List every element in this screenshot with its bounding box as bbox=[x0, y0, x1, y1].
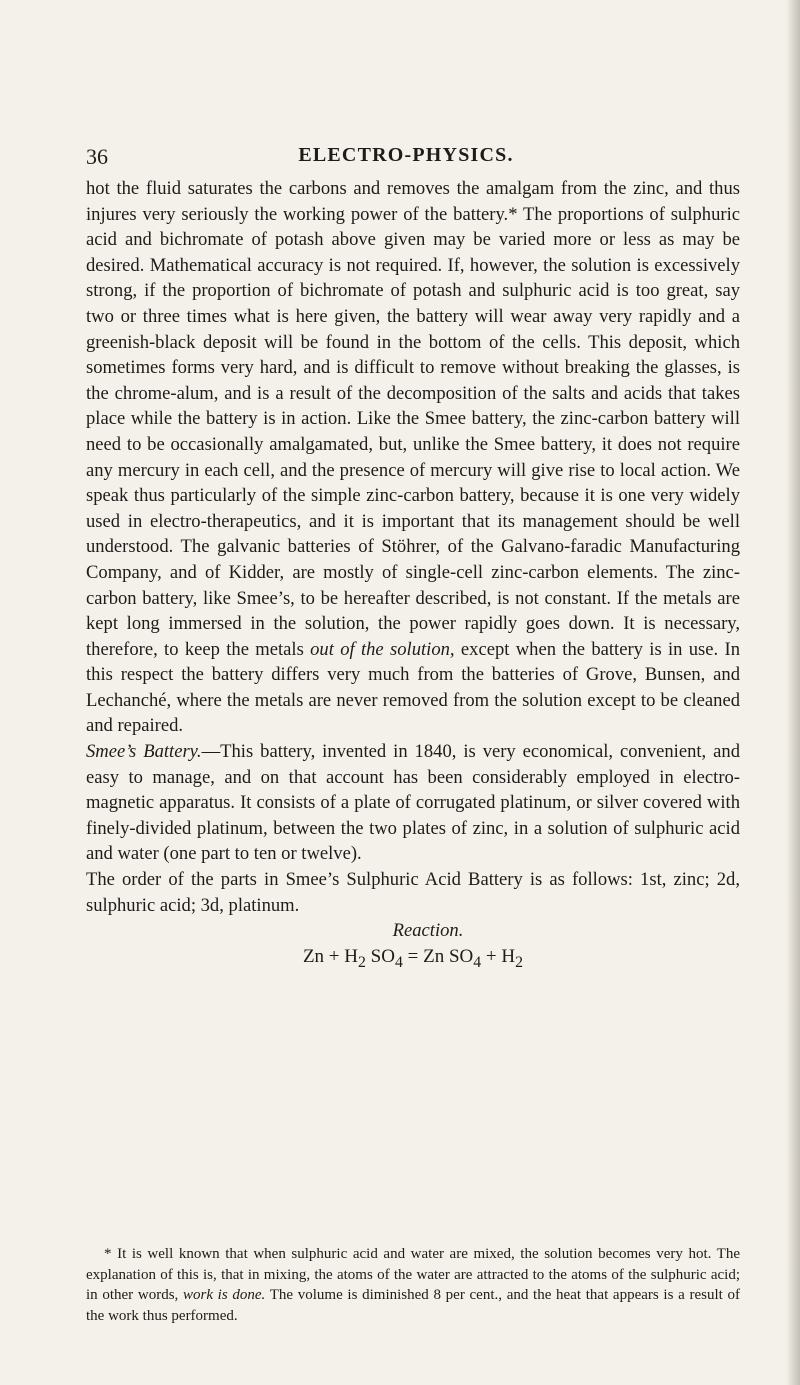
running-head: ELECTRO-PHYSICS. bbox=[298, 144, 514, 166]
paragraph-text: —This battery, invented in 1840, is very economical, convenient, and easy to manage, and on that account has been considerably employed in electro-magnetic apparatus. It consists of a plate of corrugated platinum, or silver covered with finely-divided platinum, between the two plates of zinc, in a solution of sulphuric acid and water (one part to ten or twelve). bbox=[86, 741, 740, 865]
paragraph-text: hot the fluid saturates the carbons and removes the amalgam from the zinc, and thus injures very seriously the working power of the battery.* The proportions of sulphuric acid and bichromate of potash above given may be varied more or less as may be desired. Mathematical accuracy is not required. If, however, the solution is excessively strong, if the proportion of bichromate of potash and sulphuric acid is too great, say two or three times what is here given, the battery will wear away very rapidly and a greenish-black deposit will be found in the bottom of the cells. This deposit, which sometimes forms very hard, and is difficult to remove without breaking the glasses, is the chrome-alum, and is a result of the decomposition of the salts and acids that takes place while the battery is in action. Like the Smee battery, the zinc-carbon battery will need to be occasionally amalgamated, but, unlike the Smee battery, it does not require any mercury in each cell, and the presence of mercury will give rise to local action. We speak thus particularly of the simple zinc-carbon battery, because it is one very widely used in electro-therapeutics, and it is important that its management should be well understood. The galvanic batteries of Stöhrer, of the Galvano-faradic Manufacturing Company, and of Kidder, are mostly of single-cell zinc-carbon elements. The zinc-carbon battery, like Smee’s, to be hereafter described, is not constant. If the metals are kept long immersed in the solution, the power rapidly goes down. It is necessary, therefore, to keep the metals bbox=[86, 178, 740, 660]
paragraph-smee-battery bbox=[86, 739, 740, 867]
reaction-formula: $Zn + H_2$ $SO_4 = Zn$ $SO_4 + H_2$ bbox=[302, 945, 524, 971]
paragraph-text-end: except when the battery is in use. In this respect the battery differs very much from the batteries of Grove, Bunsen, and Lechanché, where the metals are never removed from the solution except to be cleaned and repaired. bbox=[86, 638, 740, 737]
body-text bbox=[86, 176, 740, 975]
footnote-text: * It is well known that when sulphuric acid and water are mixed, the solution becomes very hot. The explanation of this is, that in mixing, the atoms of the water are attracted to the atoms of the sulphuric acid; in other words, work is done. The volume is diminished 8 per cent., and the heat that appears is a result of the work thus performed. bbox=[86, 1246, 740, 1324]
section-title-smee: Smee’s Battery. bbox=[86, 741, 202, 763]
page-number: 36 bbox=[86, 144, 108, 169]
reaction-title: Reaction. bbox=[392, 920, 464, 942]
italic-phrase: out of the solution, bbox=[310, 638, 455, 660]
footnote-italic: work is done. bbox=[182, 1287, 266, 1303]
page-edge-shadow bbox=[786, 0, 800, 1385]
paragraph-order-of-parts: The order of the parts in Smee’s Sulphuric Acid Battery is as follows: 1st, zinc; 2d, sulphuric acid; 3d, platinum. bbox=[86, 869, 740, 916]
paragraph-zinc-carbon bbox=[86, 176, 740, 739]
footnote bbox=[86, 1244, 740, 1326]
page-header bbox=[86, 144, 726, 178]
